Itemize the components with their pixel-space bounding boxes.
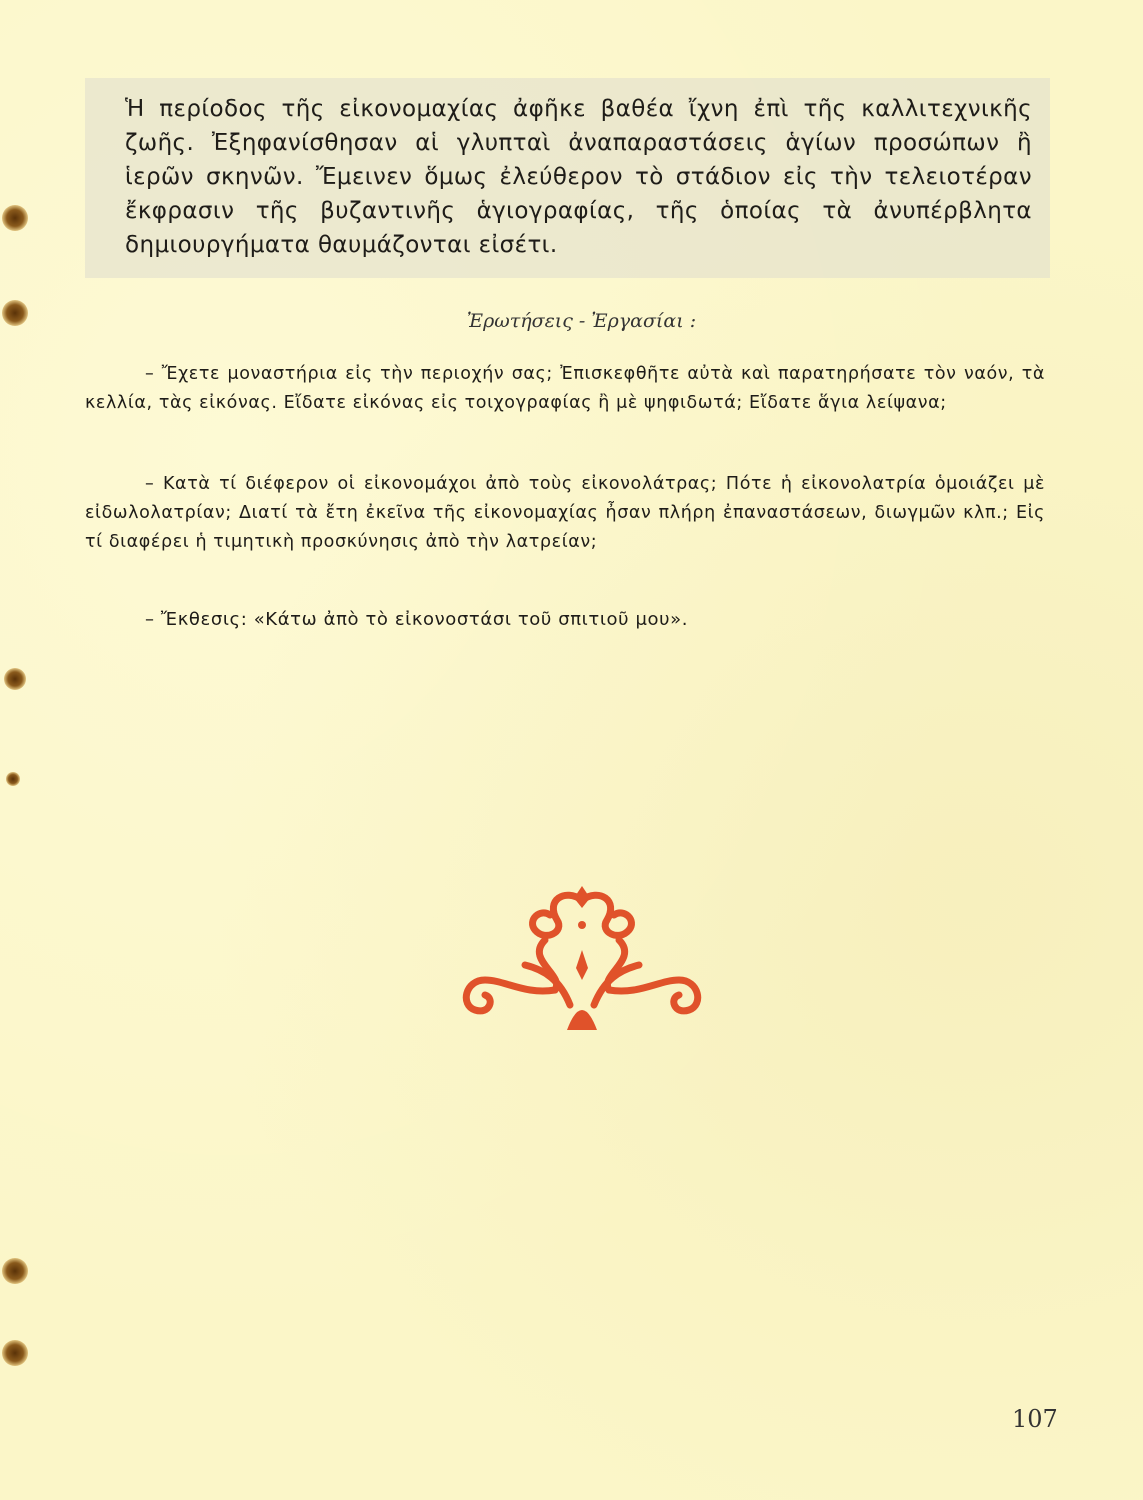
question-item — [85, 360, 1045, 418]
question-item — [85, 605, 1045, 634]
binding-hole — [2, 1340, 28, 1366]
lead-paragraph: Ἡ περίοδος τῆς εἰκονομαχίας ἀφῆκε βαθέα ἴχνη ἐπὶ τῆς καλλιτεχνικῆς ζωῆς. Ἐξηφανίσθησαν αἱ γλυπταὶ ἀναπαραστάσεις ἁγίων προσώπων ἢ ἱερῶν σκηνῶν. Ἔμεινεν ὅμως ἐλεύθερον τὸ στάδιον εἰς τὴν τελειοτέραν ἔκφρασιν τῆς βυζαντινῆς ἁγιογραφίας, τῆς ὁποίας τὰ ἀνυπέρβλητα δημιουργήματα θαυμάζονται εἰσέτι. — [125, 96, 1032, 258]
question-item — [85, 470, 1045, 557]
question-text: – Ἔχετε μοναστήρια εἰς τὴν περιοχήν σας; Ἐπισκεφθῆτε αὐτὰ καὶ παρατηρήσατε τὸν ναόν, τὰ κελλία, τὰς εἰκόνας. Εἴδατε εἰκόνας εἰς τοιχογραφίας ἢ μὲ ψηφιδωτά; Εἴδατε ἅγια λείψανα; — [85, 364, 1045, 413]
question-text: – Ἔκθεσις: «Κάτω ἀπὸ τὸ εἰκονοστάσι τοῦ σπιτιοῦ μου». — [145, 609, 689, 630]
question-text: – Κατὰ τί διέφερον οἱ εἰκονομάχοι ἀπὸ τοὺς εἰκονολάτρας; Πότε ἡ εἰκονολατρία ὁμοιάζει μὲ εἰδωλολατρίαν; Διατί τὰ ἔτη ἐκεῖνα τῆς εἰκονομαχίας ἦσαν πλήρη ἐπαναστάσεων, διωγμῶν κλπ.; Εἰς τί διαφέρει ἡ τιμητικὴ προσκύνησις ἀπὸ τὴν λατρείαν; — [85, 474, 1045, 552]
ornament-vignette-icon — [445, 880, 720, 1050]
section-heading: Ἐρωτήσεις - Ἐργασίαι : — [466, 310, 697, 332]
page-number: 107 — [1012, 1405, 1058, 1433]
binding-hole — [2, 1258, 28, 1284]
binding-hole — [4, 668, 26, 690]
binding-hole — [6, 772, 20, 786]
binding-hole — [2, 205, 28, 231]
lead-paragraph-box — [85, 78, 1050, 278]
